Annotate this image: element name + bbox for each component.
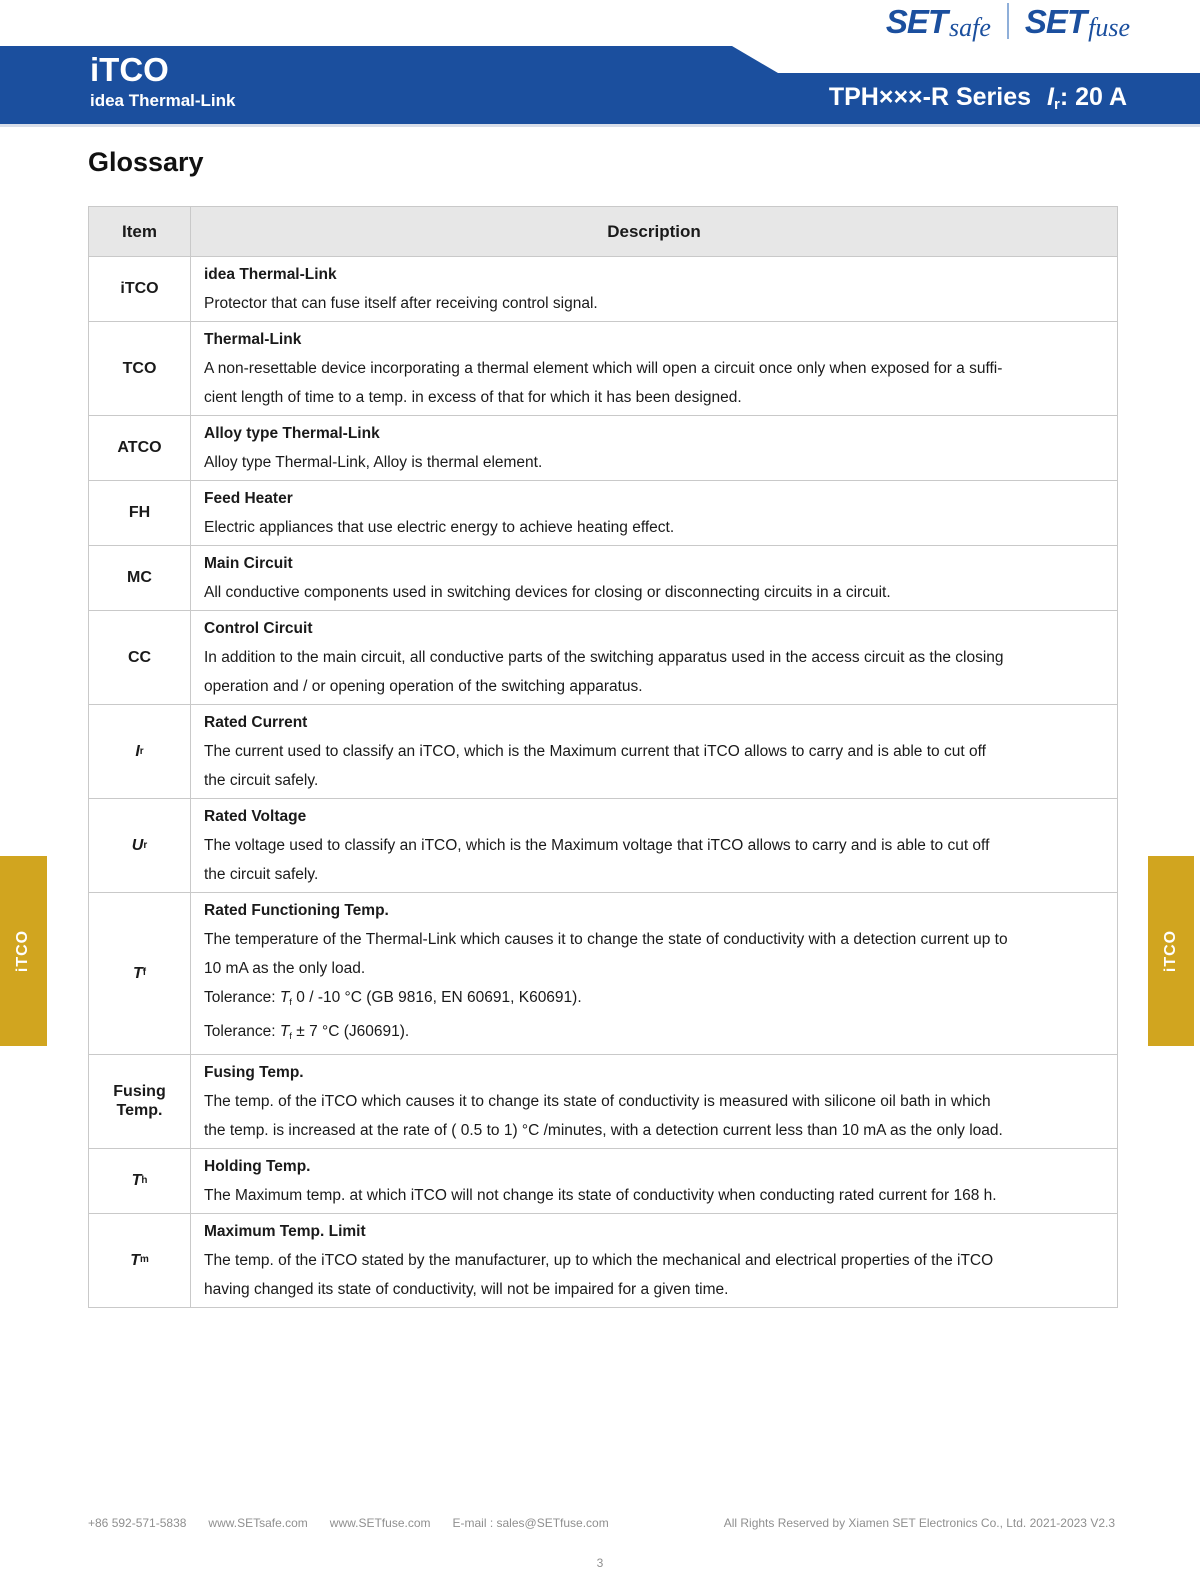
term-line: Rated Functioning Temp.: [204, 902, 389, 919]
table-row: [89, 1055, 1117, 1149]
logo-divider: [1007, 3, 1009, 39]
header-band: [0, 46, 1200, 127]
description-line: the circuit safely.: [204, 772, 319, 789]
description-cell: [191, 416, 1117, 480]
footer-contact-item: +86 592-571-5838: [88, 1516, 187, 1530]
description-cell: [191, 705, 1117, 798]
term-line: Rated Voltage: [204, 808, 307, 825]
description-cell: [191, 257, 1117, 321]
side-tab-right: [1148, 856, 1194, 1046]
description-line: Tolerance: $T_f \pm 7$ °C (J60691).: [204, 1022, 410, 1042]
side-tab-right-label: iTCO: [1162, 929, 1179, 973]
description-line: All conductive components used in switching devices for closing or disconnecting circuits in a circuit.: [204, 584, 891, 601]
footer-contacts: [88, 1516, 609, 1530]
description-line: cient length of time to a temp. in excess of that for which it has been designed.: [204, 389, 742, 406]
description-line: The temp. of the iTCO which causes it to change its state of conductivity is measured with silicone oil bath in which: [204, 1092, 991, 1110]
glossary-table: [88, 206, 1118, 1308]
description-line: Protector that can fuse itself after receiving control signal.: [204, 295, 598, 312]
footer-contact-item: www.SETsafe.com: [208, 1516, 308, 1530]
table-row: [89, 481, 1117, 546]
glossary-table-body: [89, 257, 1117, 1307]
term-line: Holding Temp.: [204, 1157, 311, 1175]
table-row: [89, 799, 1117, 893]
product-name: iTCO: [90, 51, 169, 88]
description-line: Tolerance: $T_f$ 0 / -10 °C (GB 9816, EN 60691, K60691).: [204, 989, 582, 1008]
item-cell: T f: [89, 893, 191, 1054]
description-cell: [191, 1214, 1117, 1307]
setfuse-logo-suffix: fuse: [1088, 12, 1130, 42]
footer-contact-item: www.SETfuse.com: [329, 1516, 431, 1530]
glossary-table-header: [89, 207, 1117, 257]
rating-symbol: I: [1047, 83, 1054, 112]
series-name: TPH×××-R Series: [828, 83, 1032, 112]
footer: [88, 1516, 1115, 1530]
description-cell: [191, 481, 1117, 545]
term-line: Maximum Temp. Limit: [204, 1222, 366, 1240]
description-cell: [191, 893, 1117, 1054]
setfuse-logo-bold: SET: [1024, 2, 1087, 40]
item-cell: iTCO: [89, 257, 191, 321]
term-line: Feed Heater: [204, 490, 293, 507]
setsafe-logo-suffix: safe: [949, 12, 991, 42]
description-line: A non-resettable device incorporating a thermal element which will open a circuit once only when exposed for a suffi-: [204, 360, 1003, 377]
description-line: The Maximum temp. at which iTCO will not change its state of conductivity when conducting rated current for 168 h.: [204, 1186, 997, 1204]
logo-strip: [0, 0, 1200, 46]
page-number: 3: [596, 1556, 604, 1570]
description-line: In addition to the main circuit, all conductive parts of the switching apparatus used in the access circuit as the closing: [204, 649, 1004, 666]
setsafe-logo: [885, 2, 991, 42]
footer-rights: All Rights Reserved by Xiamen SET Electronics Co., Ltd. 2021-2023 V2.3: [723, 1516, 1115, 1530]
term-line: Thermal-Link: [204, 331, 302, 348]
column-header-item: Item: [89, 207, 191, 256]
item-cell: TCO: [89, 322, 191, 415]
item-cell: ATCO: [89, 416, 191, 480]
description-cell: [191, 611, 1117, 704]
term-line: Main Circuit: [204, 555, 293, 572]
description-line: Electric appliances that use electric energy to achieve heating effect.: [204, 519, 675, 536]
side-tab-left-label: iTCO: [14, 929, 32, 973]
setfuse-logo: [1024, 2, 1130, 42]
term-line: Control Circuit: [204, 620, 313, 637]
description-line: having changed its state of conductivity, will not be impaired for a given time.: [204, 1280, 729, 1298]
description-cell: [191, 1055, 1117, 1148]
side-tab-left: [0, 856, 47, 1046]
item-cell: T h: [89, 1149, 191, 1213]
description-line: Alloy type Thermal-Link, Alloy is thermal element.: [204, 454, 543, 471]
description-line: The temperature of the Thermal-Link which causes it to change the state of conductivity with a detection current up to: [204, 931, 1008, 948]
table-row: [89, 257, 1117, 322]
table-row: [89, 1149, 1117, 1214]
table-row: [89, 611, 1117, 705]
description-cell: [191, 546, 1117, 610]
item-cell: Fusing Temp.: [89, 1055, 191, 1148]
table-row: [89, 322, 1117, 416]
description-line: 10 mA as the only load.: [204, 960, 366, 977]
term-line: Fusing Temp.: [204, 1063, 304, 1081]
term-line: idea Thermal-Link: [204, 266, 337, 283]
footer-contact-item: E-mail : sales@SETfuse.com: [452, 1516, 609, 1530]
description-cell: [191, 322, 1117, 415]
table-row: [89, 705, 1117, 799]
description-line: operation and / or opening operation of the switching apparatus.: [204, 678, 643, 695]
item-cell: T m: [89, 1214, 191, 1307]
term-line: Alloy type Thermal-Link: [204, 425, 380, 442]
description-line: The temp. of the iTCO stated by the manufacturer, up to which the mechanical and electrical properties of the iTCO: [204, 1251, 994, 1269]
item-cell: MC: [89, 546, 191, 610]
item-cell: CC: [89, 611, 191, 704]
description-line: The voltage used to classify an iTCO, which is the Maximum voltage that iTCO allows to carry and is able to cut off: [204, 837, 990, 854]
description-line: the temp. is increased at the rate of ( 0.5 to 1) °C /minutes, with a detection current less than 10 mA as the only load.: [204, 1121, 1003, 1139]
rating-value: : 20 A: [1059, 83, 1127, 112]
description-line: the circuit safely.: [204, 866, 319, 883]
header-band-notch: [700, 46, 1200, 73]
term-line: Rated Current: [204, 714, 308, 731]
product-subtitle: idea Thermal-Link: [90, 91, 236, 110]
table-row: [89, 893, 1117, 1055]
table-row: [89, 416, 1117, 481]
brand-logos: [885, 2, 1130, 42]
page-title: Glossary: [88, 147, 204, 177]
description-cell: [191, 1149, 1117, 1213]
item-cell: FH: [89, 481, 191, 545]
series-rating: [829, 85, 1127, 112]
item-cell: U r: [89, 799, 191, 892]
description-line: The current used to classify an iTCO, which is the Maximum current that iTCO allows to carry and is able to cut off: [204, 743, 986, 760]
description-cell: [191, 799, 1117, 892]
setsafe-logo-bold: SET: [885, 2, 948, 40]
column-header-description: Description: [607, 221, 701, 241]
table-row: [89, 546, 1117, 611]
item-cell: I r: [89, 705, 191, 798]
table-row: [89, 1214, 1117, 1307]
rating-symbol-sub: r: [1054, 96, 1060, 113]
